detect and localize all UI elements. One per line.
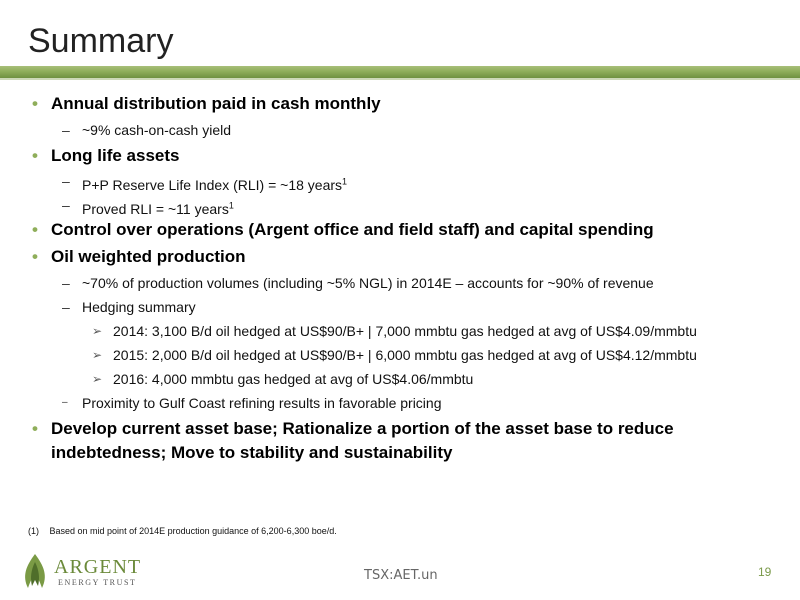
footnote-ref: 1 bbox=[342, 176, 348, 186]
leaf-icon bbox=[18, 552, 52, 592]
dash-icon: – bbox=[62, 299, 70, 315]
bullet-text: Oil weighted production bbox=[51, 247, 246, 266]
sub-bullet-item bbox=[62, 393, 441, 413]
sub-sub-bullet-text: 2015: 2,000 B/d oil hedged at US$90/B+ | 6,000 mmbtu gas hedged at avg of US$4.12/mmbtu bbox=[113, 347, 697, 363]
sub-sub-bullet-item bbox=[92, 369, 473, 389]
sub-bullet-item bbox=[62, 120, 231, 140]
arrow-bullet-icon: ➢ bbox=[92, 372, 103, 386]
sub-sub-bullet-text: 2016: 4,000 mmbtu gas hedged at avg of US$4.06/mmbtu bbox=[113, 371, 474, 387]
sub-bullet-text bbox=[62, 177, 347, 193]
dash-icon: – bbox=[62, 197, 70, 213]
bullet-item bbox=[32, 417, 771, 465]
bullet-dot-icon: • bbox=[32, 247, 38, 266]
sub-bullet-item bbox=[62, 195, 234, 219]
bullet-text: Long life assets bbox=[51, 146, 180, 165]
sub-bullet-text: ~70% of production volumes (including ~5% NGL) in 2014E – accounts for ~90% of revenue bbox=[82, 275, 654, 291]
arrow-bullet-icon: ➢ bbox=[92, 324, 103, 338]
footnote-text: Based on mid point of 2014E production guidance of 6,200-6,300 boe/d. bbox=[49, 526, 337, 536]
dash-icon: – bbox=[62, 275, 70, 291]
sub-bullet-text-main: Proved RLI = ~11 years bbox=[82, 200, 229, 217]
logo-name: ARGENT bbox=[54, 556, 142, 578]
slide-title: Summary bbox=[28, 22, 174, 60]
bullet-text: Control over operations (Argent office and field staff) and capital spending bbox=[51, 220, 654, 239]
footnote-number: (1) bbox=[28, 526, 39, 536]
argent-logo bbox=[18, 552, 148, 592]
dash-icon: – bbox=[62, 397, 68, 408]
sub-bullet-text: ~9% cash-on-cash yield bbox=[82, 122, 232, 138]
bullet-item bbox=[32, 144, 771, 168]
sub-bullet-text bbox=[62, 201, 234, 217]
dash-icon: – bbox=[62, 122, 70, 138]
sub-bullet-text: Proximity to Gulf Coast refining results in favorable pricing bbox=[82, 395, 442, 411]
bullet-dot-icon: • bbox=[32, 220, 38, 239]
bullet-dot-icon: • bbox=[32, 146, 38, 165]
ticker-symbol: TSX:AET.un bbox=[364, 568, 438, 583]
sub-bullet-item bbox=[62, 297, 196, 317]
footnote-ref: 1 bbox=[228, 200, 234, 210]
title-divider-line bbox=[0, 78, 800, 80]
bullet-text: Develop current asset base; Rationalize a portion of the asset base to reduce indebtedness; Move to stability and sustainability bbox=[51, 419, 674, 462]
bullet-dot-icon: • bbox=[32, 94, 38, 113]
sub-bullet-item bbox=[62, 171, 347, 195]
bullet-item bbox=[32, 92, 771, 116]
page-number: 19 bbox=[758, 565, 772, 579]
sub-sub-bullet-item bbox=[92, 345, 697, 365]
footnote bbox=[28, 526, 337, 536]
sub-bullet-item bbox=[62, 273, 654, 293]
sub-bullet-text: Hedging summary bbox=[82, 299, 196, 315]
bullet-text: Annual distribution paid in cash monthly bbox=[51, 94, 381, 113]
dash-icon: – bbox=[62, 173, 70, 189]
sub-sub-bullet-item bbox=[92, 321, 697, 341]
logo-tagline: ENERGY TRUST bbox=[58, 578, 137, 587]
bullet-dot-icon: • bbox=[32, 419, 38, 438]
bullet-item bbox=[32, 218, 771, 242]
arrow-bullet-icon: ➢ bbox=[92, 348, 103, 362]
sub-bullet-text-main: P+P Reserve Life Index (RLI) = ~18 years bbox=[82, 176, 343, 193]
title-divider-bar bbox=[0, 66, 800, 78]
bullet-item bbox=[32, 245, 771, 269]
sub-sub-bullet-text: 2014: 3,100 B/d oil hedged at US$90/B+ | 7,000 mmbtu gas hedged at avg of US$4.09/mmbtu bbox=[113, 323, 697, 339]
